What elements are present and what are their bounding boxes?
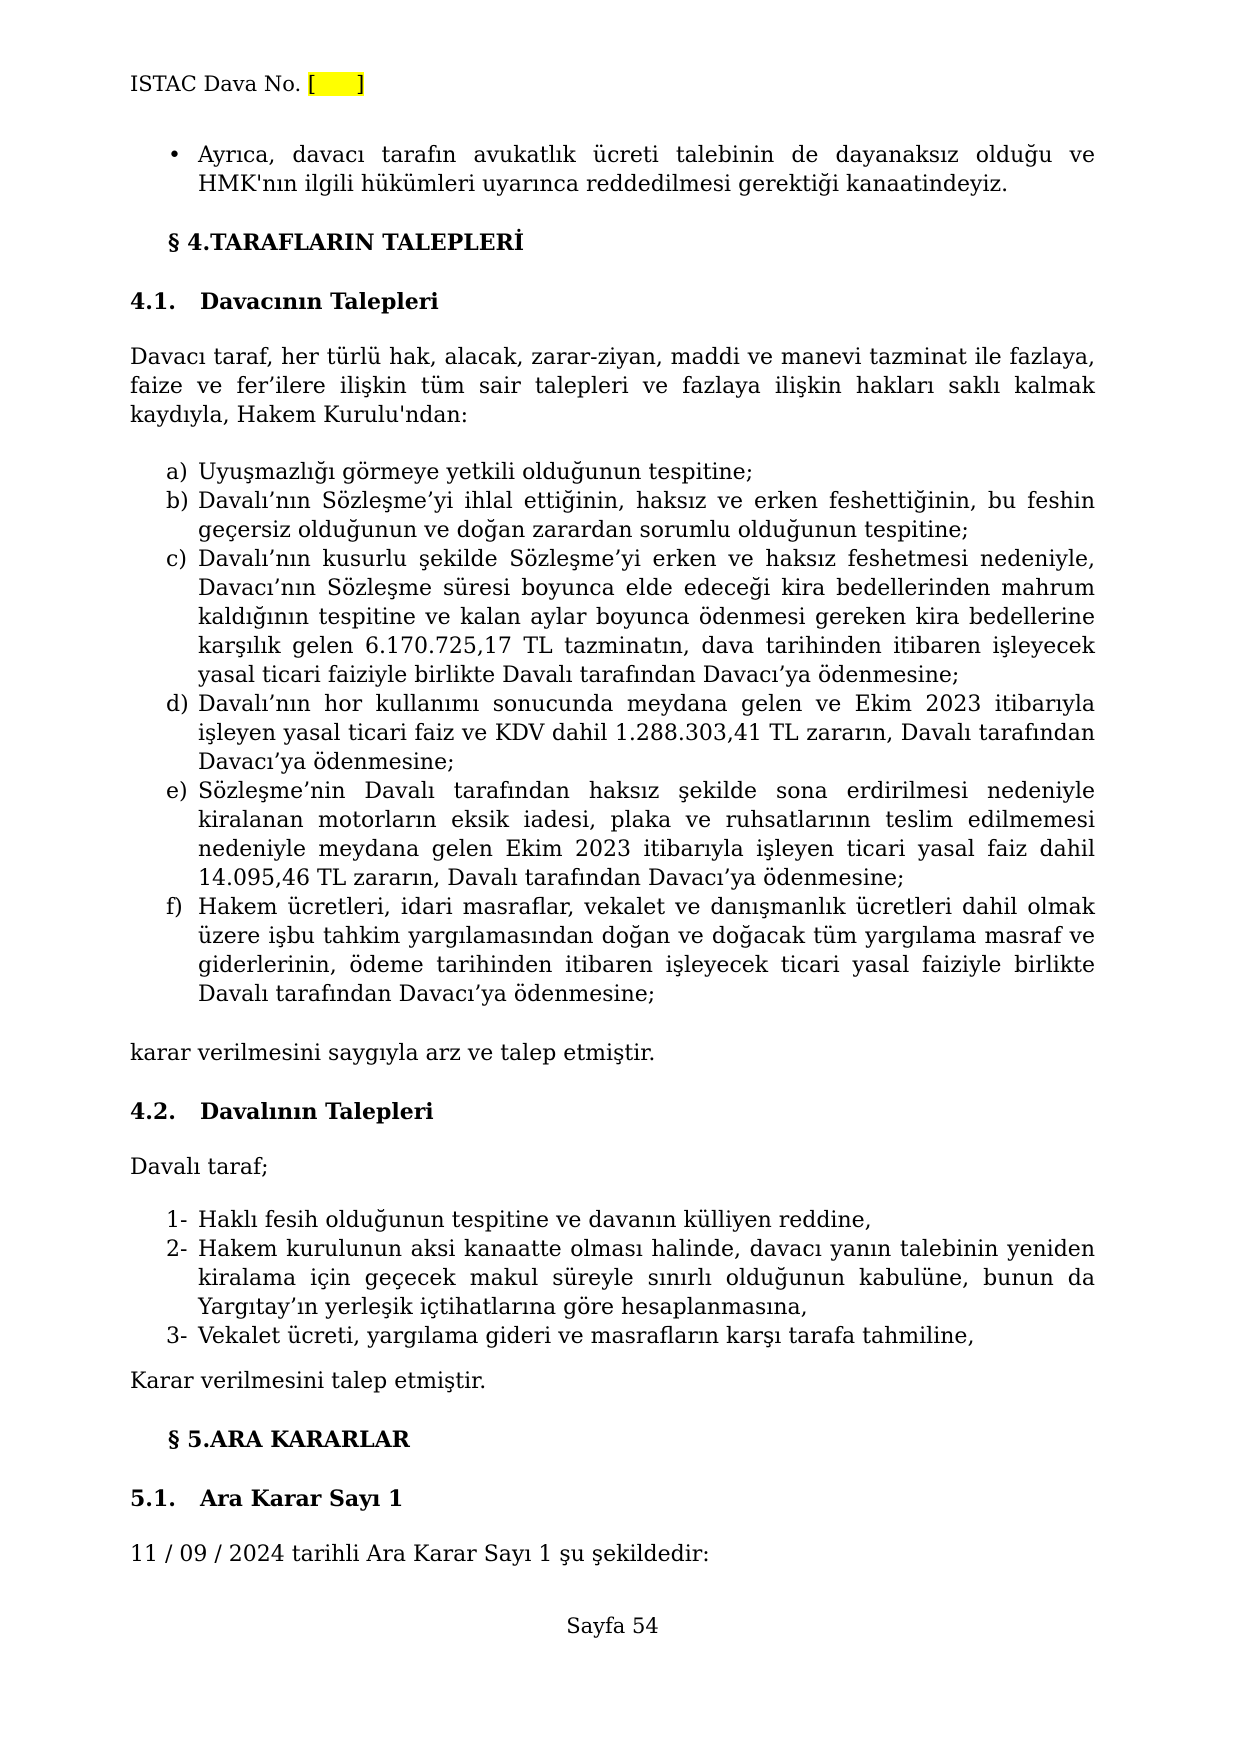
interim-decision-intro: 11 / 09 / 2024 tarihli Ara Karar Sayı 1 şu şekildedir: — [130, 1542, 710, 1567]
list-item-marker: f) — [166, 895, 183, 920]
section-5-1-title: Ara Karar Sayı 1 — [200, 1486, 404, 1512]
list-item — [130, 1235, 1095, 1322]
respondent-requests-closing: Karar verilmesini talep etmiştir. — [130, 1369, 487, 1394]
section-5-heading: § 5.ARA KARARLAR — [168, 1427, 410, 1453]
list-item-marker: 2- — [166, 1237, 188, 1262]
page-header — [130, 70, 1095, 99]
list-item — [130, 458, 1095, 487]
respondent-requests-intro: Davalı taraf; — [130, 1155, 269, 1180]
list-item-marker: c) — [166, 547, 187, 572]
list-item — [130, 487, 1095, 545]
intro-bullet-text: Ayrıca, davacı tarafın avukatlık ücreti talebinin de dayanaksız olduğu ve HMK'nın ilgili hükümleri uyarınca reddedilmesi gerektiği kanaatindeyiz. — [198, 143, 1095, 197]
section-4-heading: § 4.TARAFLARIN TALEPLERİ — [168, 230, 525, 256]
respondent-requests-list — [130, 1206, 1095, 1351]
page-number: Sayfa 54 — [566, 1614, 659, 1638]
list-item-text: Sözleşme’nin Davalı tarafından haksız şekilde sona erdirilmesi nedeniyle kiralanan motorların eksik iadesi, plaka ve ruhsatlarının teslim edilmemesi nedeniyle meydana gelen Ekim 2023 itibarıyla işleyen ticari yasal faiz dahil 14.095,46 TL zararın, Davalı tarafından Davacı’ya ödenmesine; — [198, 779, 1095, 891]
section-4-1-heading — [130, 288, 1095, 317]
list-item-marker: b) — [166, 489, 189, 514]
claimant-requests-list — [130, 458, 1095, 1009]
list-item — [130, 545, 1095, 690]
list-item-text: Haklı fesih olduğunun tespitine ve davanın külliyen reddine, — [198, 1208, 872, 1233]
case-number-label: ISTAC Dava No. — [130, 72, 302, 96]
section-5-1-heading — [130, 1485, 1095, 1514]
list-item-text: Uyuşmazlığı görmeye yetkili olduğunun tespitine; — [198, 460, 754, 485]
list-item-text: Davalı’nın Sözleşme’yi ihlal ettiğinin, haksız ve erken feshettiğinin, bu feshin geçersiz olduğunun ve doğan zarardan sorumlu olduğunun tespitine; — [198, 489, 1095, 543]
list-item — [130, 1322, 1095, 1351]
list-item-text: Hakem ücretleri, idari masraflar, vekalet ve danışmanlık ücretleri dahil olmak üzere işbu tahkim yargılamasından doğan ve doğacak tüm yargılama masraf ve giderlerinin, ödeme tarihinden itibaren işleyecek ticari yasal faiziyle birlikte Davalı tarafından Davacı’ya ödenmesine; — [198, 895, 1095, 1007]
list-item-text: Hakem kurulunun aksi kanaatte olması halinde, davacı yanın talebinin yeniden kiralama için geçecek makul süreyle sınırlı olduğunun kabulüne, bunun da Yargıtay’ın yerleşik içtihatlarına göre hesaplanmasına, — [198, 1237, 1095, 1320]
bullet-icon: • — [168, 143, 181, 168]
section-4-2-heading — [130, 1098, 1095, 1127]
section-4-2-title: Davalının Talepleri — [200, 1099, 434, 1125]
claimant-requests-intro: Davacı taraf, her türlü hak, alacak, zarar-ziyan, maddi ve manevi tazminat ile fazlaya, faize ve fer’ilere ilişkin tüm sair talepleri ve fazlaya ilişkin hakları saklı kalmak kaydıyla, Hakem Kurulu'ndan: — [130, 345, 1095, 428]
list-item-marker: 1- — [166, 1208, 188, 1233]
list-item-text: Vekalet ücreti, yargılama gideri ve masrafların karşı tarafa tahmiline, — [198, 1324, 975, 1349]
claimant-requests-closing: karar verilmesini saygıyla arz ve talep etmiştir. — [130, 1041, 656, 1066]
list-item-text: Davalı’nın kusurlu şekilde Sözleşme’yi erken ve haksız feshetmesi nedeniyle, Davacı’nın Sözleşme süresi boyunca elde edeceği kira bedellerinden mahrum kaldığının tespitine ve kalan aylar boyunca ödenmesi gereken kira bedellerine karşılık gelen 6.170.725,17 TL tazminatın, dava tarihinden itibaren işleyecek yasal ticari faiziyle birlikte Davalı tarafından Davacı’ya ödenmesine; — [198, 547, 1095, 688]
section-4-2-number: 4.2. — [130, 1099, 176, 1125]
list-item — [130, 690, 1095, 777]
list-item — [130, 1206, 1095, 1235]
list-item-marker: a) — [166, 460, 188, 485]
section-5-1-number: 5.1. — [130, 1486, 176, 1512]
list-item-marker: 3- — [166, 1324, 188, 1349]
list-item — [130, 893, 1095, 1009]
list-item — [130, 777, 1095, 893]
list-item-marker: e) — [166, 779, 188, 804]
case-number-highlighted-blank: [ ] — [307, 72, 365, 96]
document-body — [130, 141, 1095, 1569]
intro-bullet-item — [130, 141, 1095, 199]
section-4-1-title: Davacının Talepleri — [200, 289, 439, 315]
list-item-text: Davalı’nın hor kullanımı sonucunda meydana gelen ve Ekim 2023 itibarıyla işleyen yasal ticari faiz ve KDV dahil 1.288.303,41 TL zararın, Davalı tarafından Davacı’ya ödenmesine; — [198, 692, 1095, 775]
section-4-1-number: 4.1. — [130, 289, 176, 315]
list-item-marker: d) — [166, 692, 189, 717]
